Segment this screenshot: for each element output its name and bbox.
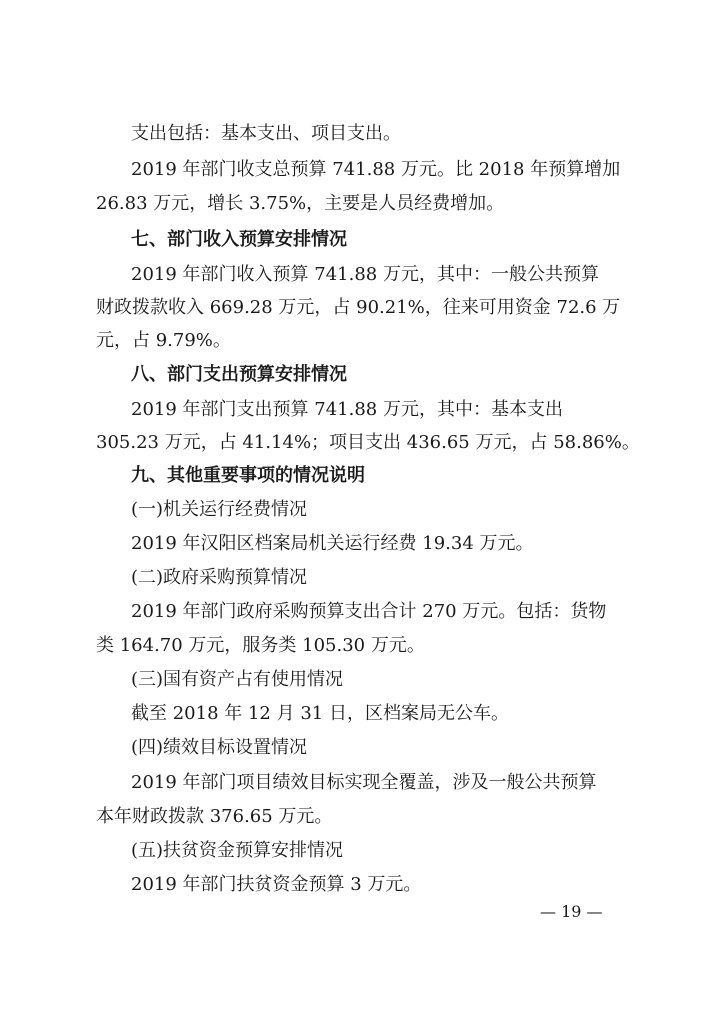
subsection-heading: (三)国有资产占有使用情况 xyxy=(131,669,344,690)
page-number: — 19 — xyxy=(540,902,603,921)
paragraph-line: 支出包括：基本支出、项目支出。 xyxy=(131,123,401,144)
paragraph-line: 305.23 万元，占 41.14%；项目支出 436.65 万元，占 58.86%。 xyxy=(96,432,640,453)
section-heading-9: 九、其他重要事项的情况说明 xyxy=(131,465,365,486)
section-heading-8: 八、部门支出预算安排情况 xyxy=(131,364,347,385)
paragraph-line: 财政拨款收入 669.28 万元，占 90.21%，往来可用资金 72.6 万 xyxy=(96,297,621,318)
subsection-heading: (四)绩效目标设置情况 xyxy=(131,737,308,758)
section-heading-7: 七、部门收入预算安排情况 xyxy=(131,229,347,250)
paragraph-line: 2019 年部门政府采购预算支出合计 270 万元。包括：货物 xyxy=(131,601,607,622)
paragraph-line: 元，占 9.79%。 xyxy=(96,330,231,351)
paragraph-line: 2019 年部门扶贫资金预算 3 万元。 xyxy=(131,874,422,895)
paragraph-line: 2019 年部门收入预算 741.88 万元，其中：一般公共预算 xyxy=(131,264,599,285)
paragraph-line: 2019 年部门收支总预算 741.88 万元。比 2018 年预算增加 xyxy=(131,159,621,180)
paragraph-line: 本年财政拨款 376.65 万元。 xyxy=(96,806,333,827)
paragraph-line: 2019 年部门支出预算 741.88 万元，其中：基本支出 xyxy=(131,399,563,420)
subsection-heading: (五)扶贫资金预算安排情况 xyxy=(131,840,344,861)
subsection-heading: (二)政府采购预算情况 xyxy=(131,567,308,588)
paragraph-line: 截至 2018 年 12 月 31 日，区档案局无公车。 xyxy=(131,703,509,724)
paragraph-line: 26.83 万元，增长 3.75%，主要是人员经费增加。 xyxy=(96,193,505,214)
subsection-heading: (一)机关运行经费情况 xyxy=(131,499,308,520)
paragraph-line: 2019 年汉阳区档案局机关运行经费 19.34 万元。 xyxy=(131,533,534,554)
paragraph-line: 2019 年部门项目绩效目标实现全覆盖，涉及一般公共预算 xyxy=(131,772,597,793)
paragraph-line: 类 164.70 万元，服务类 105.30 万元。 xyxy=(96,635,425,656)
